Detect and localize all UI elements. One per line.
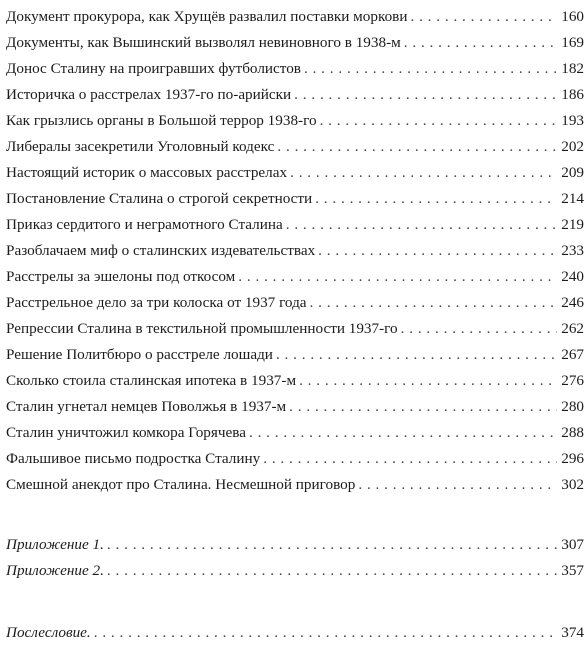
entry-title: Либералы засекретили Уголовный кодекс (6, 138, 275, 155)
appendix-title: Приложение 1. (6, 536, 104, 553)
entry-title: Разоблачаем миф о сталинских издевательствах (6, 242, 316, 259)
appendix-page: 357 (561, 562, 584, 579)
toc-entry (6, 214, 584, 236)
entry-title: Донос Сталину на проигравших футболистов (6, 60, 301, 77)
toc-entry (6, 370, 584, 392)
entry-page: 202 (561, 138, 584, 155)
entry-title: Расстрелы за эшелоны под откосом (6, 268, 236, 285)
dot-leader (401, 318, 557, 340)
entry-title: Как грызлись органы в Большой террор 1938-го (6, 112, 317, 129)
dot-leader (249, 422, 557, 444)
entry-page: 302 (561, 476, 584, 493)
toc-entry (6, 136, 584, 158)
entry-title: Настоящий историк о массовых расстрелах (6, 164, 288, 181)
dot-leader (318, 240, 557, 262)
entry-page: 267 (561, 346, 584, 363)
toc-entry (6, 266, 584, 288)
entry-page: 262 (561, 320, 584, 337)
dot-leader (290, 162, 557, 184)
afterword-title: Послесловие. (6, 624, 91, 641)
toc-entry (6, 396, 584, 418)
toc-entry (6, 110, 584, 132)
entry-page: 233 (561, 242, 584, 259)
toc-entry (6, 474, 584, 496)
entry-page: 276 (561, 372, 584, 389)
toc-entry (6, 188, 584, 210)
dot-leader (294, 84, 557, 106)
toc-entry (6, 448, 584, 470)
entry-title: Сталин угнетал немцев Поволжья в 1937-м (6, 398, 287, 415)
dot-leader (358, 474, 557, 496)
entry-title: Документ прокурора, как Хрущёв развалил поставки моркови (6, 8, 408, 25)
afterword-page: 374 (561, 624, 584, 641)
toc-appendix-entry (6, 534, 584, 556)
entry-title: Репрессии Сталина в текстильной промышленности 1937-го (6, 320, 398, 337)
dot-leader (310, 292, 557, 314)
entry-page: 296 (561, 450, 584, 467)
entry-title: Фальшивое письмо подростка Сталину (6, 450, 261, 467)
entry-title: Приказ сердитого и неграмотного Сталина (6, 216, 283, 233)
dot-leader (320, 110, 557, 132)
entry-page: 246 (561, 294, 584, 311)
entry-title: Сколько стоила сталинская ипотека в 1937-м (6, 372, 297, 389)
toc-appendix-entry (6, 560, 584, 582)
entry-page: 186 (561, 86, 584, 103)
entry-title: Решение Политбюро о расстреле лошади (6, 346, 273, 363)
toc-entry (6, 6, 584, 28)
entry-page: 288 (561, 424, 584, 441)
dot-leader (107, 560, 557, 582)
dot-leader (277, 136, 557, 158)
toc-entry (6, 84, 584, 106)
dot-leader (315, 188, 557, 210)
toc-entry (6, 240, 584, 262)
dot-leader (299, 370, 557, 392)
dot-leader (404, 32, 557, 54)
entry-page: 280 (561, 398, 584, 415)
toc-entry (6, 162, 584, 184)
dot-leader (94, 622, 557, 644)
entry-page: 219 (561, 216, 584, 233)
entry-page: 214 (561, 190, 584, 207)
entry-title: Сталин уничтожил комкора Горячева (6, 424, 246, 441)
entry-page: 193 (561, 112, 584, 129)
entry-page: 160 (561, 8, 584, 25)
entry-title: Смешной анекдот про Сталина. Несмешной приговор (6, 476, 356, 493)
entry-page: 209 (561, 164, 584, 181)
toc-entry (6, 318, 584, 340)
dot-leader (286, 214, 557, 236)
entry-title: Постановление Сталина о строгой секретности (6, 190, 313, 207)
dot-leader (289, 396, 557, 418)
entry-title: Историчка о расстрелах 1937-го по-арийски (6, 86, 292, 103)
dot-leader (107, 534, 557, 556)
toc-entry (6, 344, 584, 366)
entry-page: 182 (561, 60, 584, 77)
toc-entry (6, 292, 584, 314)
toc-afterword-entry (6, 622, 584, 644)
entry-title: Расстрельное дело за три колоска от 1937 года (6, 294, 307, 311)
toc-entry (6, 58, 584, 80)
toc-entry (6, 422, 584, 444)
dot-leader (304, 58, 557, 80)
toc-entry (6, 32, 584, 54)
appendix-page: 307 (561, 536, 584, 553)
entry-page: 240 (561, 268, 584, 285)
appendix-title: Приложение 2. (6, 562, 104, 579)
dot-leader (410, 6, 557, 28)
dot-leader (276, 344, 557, 366)
dot-leader (263, 448, 557, 470)
entry-title: Документы, как Вышинский вызволял невиновного в 1938-м (6, 34, 401, 51)
dot-leader (238, 266, 557, 288)
entry-page: 169 (561, 34, 584, 51)
